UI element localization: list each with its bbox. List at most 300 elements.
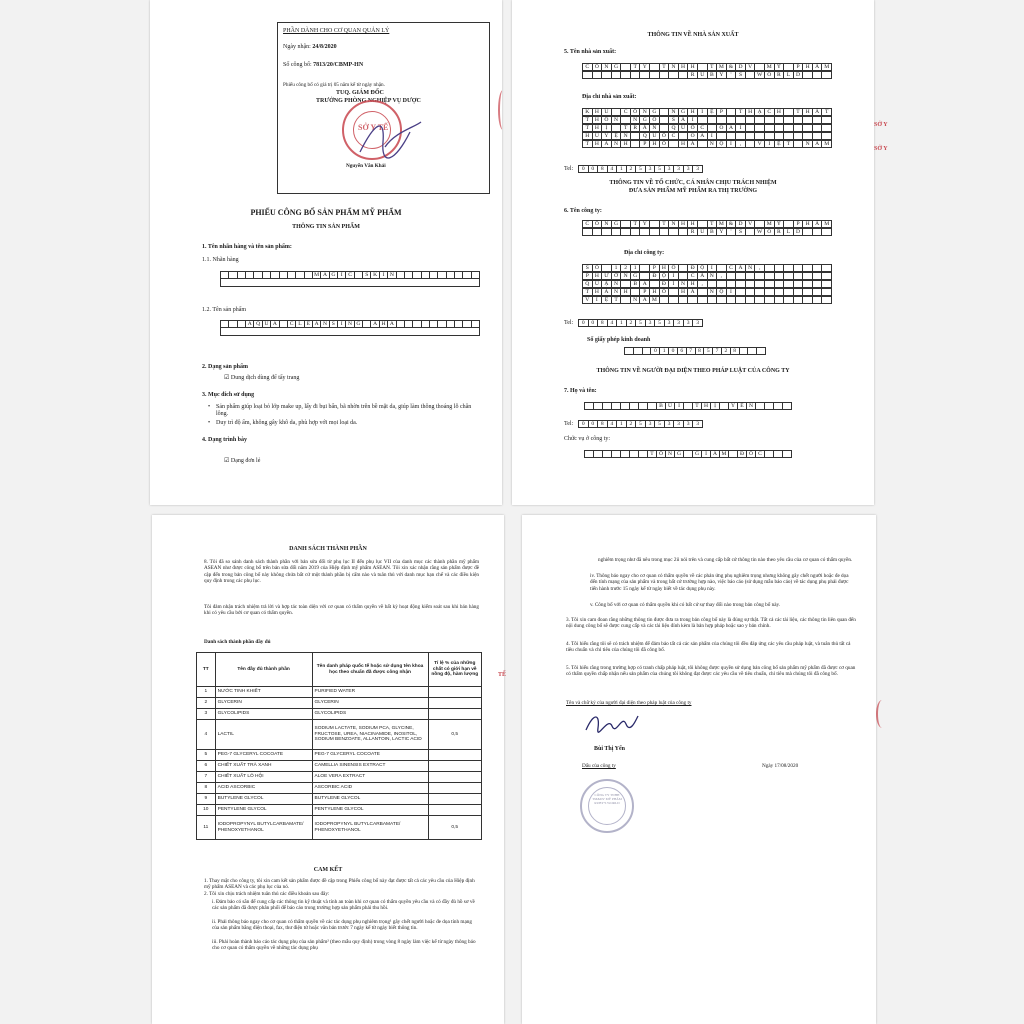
letter-box: 3 — [674, 421, 684, 427]
letter-box: 0 — [589, 166, 599, 172]
letter-box — [720, 403, 729, 409]
letter-box — [775, 133, 785, 139]
letter-box: 8 — [696, 348, 705, 354]
letter-box — [639, 403, 648, 409]
letter-box — [803, 125, 813, 131]
admin-title: PHẦN DÀNH CHO CƠ QUAN QUẢN LÝ — [283, 28, 390, 34]
letter-box: T — [794, 109, 804, 115]
letter-box: 4 — [608, 421, 618, 427]
table-row — [197, 687, 482, 698]
letter-box — [784, 221, 794, 227]
cell-percent — [428, 772, 481, 783]
letter-box — [783, 451, 791, 457]
letter-box: H — [621, 289, 631, 295]
letter-box — [679, 229, 689, 235]
letter-box: À — [602, 289, 612, 295]
letter-box — [822, 281, 831, 287]
letter-box: 5 — [655, 166, 665, 172]
cell-inci: ALOE VERA EXTRACT — [312, 772, 428, 783]
letter-box — [813, 289, 823, 295]
letter-box — [708, 281, 718, 287]
letter-box: Đ — [688, 265, 698, 271]
letter-box — [755, 64, 765, 70]
letter-box — [583, 229, 593, 235]
letter-box — [794, 265, 804, 271]
letter-box: A — [640, 297, 650, 303]
letter-box — [688, 297, 698, 303]
letter-box: A — [313, 321, 321, 327]
letter-box: I — [765, 141, 775, 147]
letter-box: H — [380, 321, 388, 327]
cell-no: 11 — [197, 816, 216, 840]
letter-box — [727, 281, 737, 287]
full-list-title: Danh sách thành phần đầy đủ — [204, 639, 271, 645]
cell-no: 6 — [197, 761, 216, 772]
letter-box: H — [803, 221, 813, 227]
cell-name: BUTYLENE GLYCOL — [215, 794, 312, 805]
letter-box — [746, 281, 756, 287]
section-1-1-label: 1.1. Nhãn hàng — [202, 257, 239, 263]
letter-box: , — [736, 141, 746, 147]
letter-box: H — [679, 64, 689, 70]
letter-box: U — [698, 229, 708, 235]
cell-no: 5 — [197, 750, 216, 761]
letter-box: H — [688, 109, 698, 115]
paragraph-8: 8. Tôi đã so sánh danh sách thành phần với bản sửa đổi từ phụ lục II đến phụ lục VII của danh mục các thành phần mỹ phẩm ASEAN như được công bố trên bản sửa đổi năm 2019 của Hiệp định mỹ phẩm ASEAN. Tôi xin xác nhận rằng sản phẩm được đề cập đến trong bản công bố này không chứa bất cứ một thành phần bị cấm nào và tuân thủ với danh mục hạn chế và các điều kiện quy định trong các phụ lục. — [204, 559, 479, 585]
letter-box — [405, 272, 413, 278]
org-header-2: ĐƯA SẢN PHẨM MỸ PHẨM RA THỊ TRƯỜNG — [628, 188, 758, 194]
letter-box — [438, 272, 446, 278]
checkbox-icon: ☑ — [224, 375, 230, 381]
letter-box: Ệ — [708, 109, 718, 115]
letter-box: 3 — [674, 320, 684, 326]
letter-box — [813, 265, 823, 271]
letter-box: S — [736, 72, 746, 78]
letter-box — [698, 297, 708, 303]
letter-box — [246, 272, 254, 278]
commitment-ii: ii. Phải thông báo ngay cho cơ quan có thẩm quyền về các tác dụng phụ nghiêm trọng¹ gây chết người hoặc đe dọa tính mạng của sản phẩm bằng điện thoại, fax, thư điện tử hoặc văn bản trước 7 ngày kể từ ngày biết thông tin. — [212, 919, 472, 932]
cell-name: GLYCOLIPIDS — [215, 709, 312, 720]
letter-box: N — [640, 109, 650, 115]
tuq-director: TUQ. GIÁM ĐỐC — [336, 90, 384, 96]
letter-box: 3 — [646, 421, 656, 427]
commitment-3: 3. Tôi xin cam đoan rằng những thông tin được đưa ra trong bản công bố này là đúng sự thật. Tất cả các tài liệu, các thông tin liên quan đến nội dung công bố sẽ được cung cấp và các tài liệu đính kèm là bản hợp pháp hoặc sao y bản chính. — [566, 617, 856, 630]
page-3-ingredients — [152, 515, 507, 1024]
letter-box — [660, 125, 670, 131]
letter-box: N — [679, 281, 689, 287]
letter-box — [621, 117, 631, 123]
cell-no: 2 — [197, 698, 216, 709]
letter-box: 3 — [684, 421, 694, 427]
letter-box: 3 — [674, 166, 684, 172]
letter-box: & — [727, 64, 737, 70]
letter-box: Ệ — [602, 297, 612, 303]
letter-box: 0 — [669, 348, 678, 354]
letter-box: I — [708, 265, 718, 271]
letter-box: H — [593, 289, 603, 295]
letter-box — [640, 229, 650, 235]
letter-box: 1 — [612, 265, 622, 271]
letter-box: I — [727, 141, 737, 147]
letter-box: Ô — [593, 64, 603, 70]
box-row — [582, 108, 832, 116]
section-7-title: 7. Họ và tên: — [564, 388, 597, 394]
letter-box — [472, 321, 479, 327]
letter-box — [813, 273, 823, 279]
letter-box — [660, 109, 670, 115]
letter-box: , — [755, 265, 765, 271]
letter-box — [650, 229, 660, 235]
letter-box — [784, 297, 794, 303]
letter-box — [679, 72, 689, 78]
letter-box — [813, 133, 823, 139]
letter-box: Ỹ — [775, 64, 785, 70]
box-row — [582, 220, 832, 228]
letter-box — [698, 141, 708, 147]
letter-box — [640, 265, 650, 271]
letter-box — [822, 297, 831, 303]
letter-box: N — [708, 289, 718, 295]
letter-box: I — [338, 272, 346, 278]
letter-box — [621, 403, 630, 409]
letter-box: I — [727, 289, 737, 295]
letter-box — [813, 229, 823, 235]
letter-box — [813, 297, 823, 303]
letter-box — [612, 229, 622, 235]
letter-box: A — [388, 321, 396, 327]
cell-name: PEG-7 GLYCERYL COCOATE — [215, 750, 312, 761]
letter-box — [612, 72, 622, 78]
letter-box: P — [717, 109, 727, 115]
cell-percent: 0,5 — [428, 816, 481, 840]
letter-box — [755, 221, 765, 227]
letter-box — [784, 133, 794, 139]
letter-box: T — [708, 221, 718, 227]
commitment-1: 1. Thay mặt cho công ty, tôi xin cam kết sản phẩm được đề cập trong Phiếu công bố này đạt được tất cả các yêu cầu của Hiệp định mỹ phẩm ASEAN và các phụ lục của nó. — [204, 878, 475, 891]
letter-box — [746, 297, 756, 303]
letter-box — [631, 229, 641, 235]
commitment-4: 4. Tôi hiểu rằng tôi sẽ có trách nhiệm để đảm bảo tất cả các sản phẩm của chúng tôi đều đáp ứng các yêu cầu pháp luật, và tuân thủ tất cả tiêu chuẩn và chỉ tiêu của chúng tôi đã công bố. — [566, 641, 851, 654]
letter-box — [717, 117, 727, 123]
letter-box: H — [702, 403, 711, 409]
tel-label-2: Tel: — [564, 320, 574, 326]
letter-box — [397, 321, 405, 327]
letter-box: C — [698, 125, 708, 131]
letter-box — [594, 403, 603, 409]
letter-box: 0 — [579, 166, 589, 172]
company-tel-boxes — [578, 319, 703, 327]
letter-box: H — [803, 109, 813, 115]
letter-box — [794, 273, 804, 279]
letter-box — [822, 117, 831, 123]
box-row — [582, 124, 832, 132]
letter-box — [746, 141, 756, 147]
letter-box — [621, 297, 631, 303]
col-no: TT — [197, 653, 216, 687]
cell-percent — [428, 805, 481, 816]
ingredients-title: DANH SÁCH THÀNH PHẦN — [289, 546, 367, 552]
cell-name: LACTIL — [215, 720, 312, 750]
side-stamp-3: TẾ — [498, 672, 507, 678]
letter-box — [736, 273, 746, 279]
letter-box: Ị — [711, 403, 720, 409]
letter-box: C — [621, 109, 631, 115]
cell-percent: 0,5 — [428, 720, 481, 750]
letter-box: T — [612, 297, 622, 303]
letter-box: B — [708, 229, 718, 235]
letter-box — [238, 321, 246, 327]
table-row — [197, 783, 482, 794]
letter-box — [757, 348, 765, 354]
letter-box: H — [593, 109, 603, 115]
letter-box — [803, 229, 813, 235]
letter-box: Ấ — [698, 273, 708, 279]
cell-inci: BUTYLENE GLYCOL — [312, 794, 428, 805]
letter-box — [463, 321, 471, 327]
letter-box — [229, 272, 237, 278]
document-title: PHIẾU CÔNG BỐ SẢN PHẨM MỸ PHẨM — [250, 208, 402, 217]
box-row — [582, 280, 832, 288]
cell-percent — [428, 750, 481, 761]
letter-box: 5 — [636, 421, 646, 427]
letter-box: 8 — [598, 166, 608, 172]
letter-box: O — [765, 229, 775, 235]
letter-box — [463, 272, 471, 278]
letter-box: D — [736, 64, 746, 70]
letter-box — [679, 297, 689, 303]
letter-box: U — [593, 133, 603, 139]
letter-box — [438, 321, 446, 327]
letter-box — [229, 321, 237, 327]
letter-box: A — [698, 133, 708, 139]
letter-box — [660, 229, 670, 235]
cell-inci: ASCORBIC ACID — [312, 783, 428, 794]
letter-box — [784, 265, 794, 271]
cell-inci: GLYCERIN — [312, 698, 428, 709]
letter-box: Ẩ — [813, 64, 823, 70]
letter-box: T — [583, 141, 593, 147]
letter-box — [603, 403, 612, 409]
letter-box — [746, 72, 756, 78]
section-6-title: 6. Tên công ty: — [564, 208, 602, 214]
letter-box: Ạ — [755, 109, 765, 115]
letter-box — [669, 229, 679, 235]
letter-box: 8 — [598, 320, 608, 326]
letter-box: H — [593, 141, 603, 147]
continuation: nghiêm trọng như đã nêu trong mục 2ii nói trên và cung cấp bất cứ thông tin nào theo yêu cầu của cơ quan có thẩm quyền. — [598, 557, 853, 563]
cell-name: ACID ASCORBIC — [215, 783, 312, 794]
letter-box: Ố — [747, 451, 756, 457]
letter-box — [238, 272, 246, 278]
box-row — [582, 288, 832, 296]
letter-box: C — [756, 451, 765, 457]
letter-box — [363, 321, 371, 327]
cell-no: 10 — [197, 805, 216, 816]
box-row — [582, 71, 832, 79]
letter-box: N — [346, 321, 354, 327]
letter-box — [736, 133, 746, 139]
box-row — [582, 116, 832, 124]
letter-box — [748, 348, 757, 354]
letter-box: I — [338, 321, 346, 327]
letter-box: Ư — [602, 273, 612, 279]
letter-box: A — [813, 141, 823, 147]
table-row — [197, 816, 482, 840]
letter-box: Ố — [660, 289, 670, 295]
letter-box: P — [650, 265, 660, 271]
letter-box — [727, 273, 737, 279]
letter-box: N — [612, 117, 622, 123]
letter-box — [422, 272, 430, 278]
edge-stamp — [498, 90, 502, 130]
letter-box — [679, 133, 689, 139]
letter-box: N — [669, 221, 679, 227]
letter-box — [755, 297, 765, 303]
letter-box — [822, 265, 831, 271]
letter-box — [669, 141, 679, 147]
box-row — [582, 63, 832, 71]
signature-label: Tên và chữ ký của người đại diện theo pháp luật của công ty — [566, 700, 692, 706]
letter-box — [775, 281, 785, 287]
letter-box — [621, 72, 631, 78]
cell-name: CHIẾT XUẤT LÔ HỘI — [215, 772, 312, 783]
commitment-title: CAM KẾT — [313, 867, 343, 873]
business-license-label: Số giấy phép kinh doanh — [587, 337, 651, 343]
letter-box: H — [593, 117, 603, 123]
section-5-title: 5. Tên nhà sản xuất: — [564, 49, 617, 55]
letter-box — [784, 117, 794, 123]
letter-box: I — [593, 297, 603, 303]
letter-box: A — [640, 281, 650, 287]
letter-box — [594, 451, 603, 457]
letter-box — [774, 451, 783, 457]
letter-box: N — [612, 289, 622, 295]
cell-inci: PENTYLENE GLYCOL — [312, 805, 428, 816]
announcement-number: Số công bố: 7813/20/CBMP-HN — [283, 62, 364, 68]
cell-no: 4 — [197, 720, 216, 750]
letter-box: R — [631, 125, 641, 131]
letter-box — [612, 125, 622, 131]
letter-box — [794, 141, 804, 147]
letter-box: E — [305, 321, 313, 327]
letter-box: M — [720, 451, 729, 457]
letter-box — [640, 273, 650, 279]
letter-box: C — [288, 321, 296, 327]
letter-box: T — [631, 221, 641, 227]
paragraph-8b: Tôi đảm nhận trách nhiệm trả lời và hợp tác toàn diện với cơ quan có thẩm quyền về bất kỳ hoạt động kiểm soát sau khi bán hàng khi có yêu cầu bởi cơ quan có thẩm quyền. — [204, 604, 479, 617]
letter-box: T — [784, 141, 794, 147]
letter-box: L — [784, 229, 794, 235]
position-label: Chức vụ ở công ty: — [564, 436, 611, 442]
section-4-title: 4. Dạng trình bày — [202, 437, 248, 443]
org-header-1: THÔNG TIN VỀ TỔ CHỨC, CÁ NHÂN CHỊU TRÁCH NHIỆM — [609, 180, 777, 186]
letter-box: Y — [717, 229, 727, 235]
letter-box — [803, 117, 813, 123]
letter-box — [296, 272, 304, 278]
letter-box — [755, 273, 765, 279]
letter-box: M — [765, 64, 775, 70]
letter-box: C — [669, 133, 679, 139]
letter-box — [640, 72, 650, 78]
letter-box: T — [583, 289, 593, 295]
letter-box: Đ — [660, 281, 670, 287]
letter-box: R — [775, 229, 785, 235]
letter-box: 2 — [722, 348, 731, 354]
cell-inci: CAMELLIA SINENSIS EXTRACT — [312, 761, 428, 772]
letter-box: 1 — [617, 421, 627, 427]
letter-box — [430, 272, 438, 278]
letter-box: Ấ — [813, 109, 823, 115]
letter-box — [822, 273, 831, 279]
letter-box — [698, 221, 708, 227]
admin-signer: Nguyễn Văn Khải — [346, 163, 386, 169]
letter-box: N — [708, 141, 718, 147]
letter-box — [803, 133, 813, 139]
checkbox-icon: ☑ — [224, 458, 230, 464]
letter-box: M — [824, 221, 830, 227]
letter-box: 3 — [646, 320, 656, 326]
cell-percent — [428, 761, 481, 772]
letter-box — [765, 265, 775, 271]
letter-box: Ộ — [698, 265, 708, 271]
letter-box: 1 — [660, 348, 669, 354]
letter-box: T — [660, 221, 670, 227]
letter-box: S — [363, 272, 371, 278]
letter-box — [746, 289, 756, 295]
letter-box — [455, 272, 463, 278]
cell-percent — [428, 687, 481, 698]
letter-box — [765, 289, 775, 295]
letter-box: H — [660, 265, 670, 271]
letter-box: T — [708, 64, 718, 70]
letter-box: 3 — [696, 421, 700, 427]
letter-box: U — [698, 72, 708, 78]
letter-box — [765, 117, 775, 123]
manufacturer-tel-boxes — [578, 165, 703, 173]
letter-box: I — [380, 272, 388, 278]
letter-box: W — [755, 229, 765, 235]
letter-box: G — [631, 273, 641, 279]
letter-box: N — [803, 141, 813, 147]
letter-box — [355, 272, 363, 278]
letter-box — [430, 321, 438, 327]
cell-percent — [428, 698, 481, 709]
letter-box — [602, 265, 612, 271]
letter-box — [698, 289, 708, 295]
letter-box: T — [583, 117, 593, 123]
letter-box: G — [640, 117, 650, 123]
letter-box: K — [583, 109, 593, 115]
letter-box — [698, 117, 708, 123]
letter-box — [708, 125, 718, 131]
side-stamp-2: SỞ Y — [874, 146, 888, 152]
letter-box: C — [346, 272, 354, 278]
letter-box: C — [583, 221, 593, 227]
letter-box — [794, 125, 804, 131]
letter-box — [669, 297, 679, 303]
cell-no: 3 — [197, 709, 216, 720]
letter-box — [822, 125, 831, 131]
representative-tel-boxes — [578, 420, 703, 428]
letter-box — [631, 289, 641, 295]
letter-box — [775, 297, 785, 303]
letter-box: R — [688, 72, 698, 78]
commitment-iv: iv. Thông báo ngay cho cơ quan có thẩm quyền về các phản ứng phụ nghiêm trọng nhưng không gây chết người hoặc đe dọa đến tính mạng của sản phẩm và trong bất cứ trường hợp nào, việc báo cáo (sử dụng mẫu báo cáo) về tác dụng phụ phải được tiến hành trước 15 ngày kể từ ngày biết về tác dụng phụ này. — [590, 573, 849, 592]
letter-box: S — [736, 229, 746, 235]
box-row — [582, 140, 832, 148]
letter-box: I — [736, 125, 746, 131]
letter-box: Đ — [650, 273, 660, 279]
